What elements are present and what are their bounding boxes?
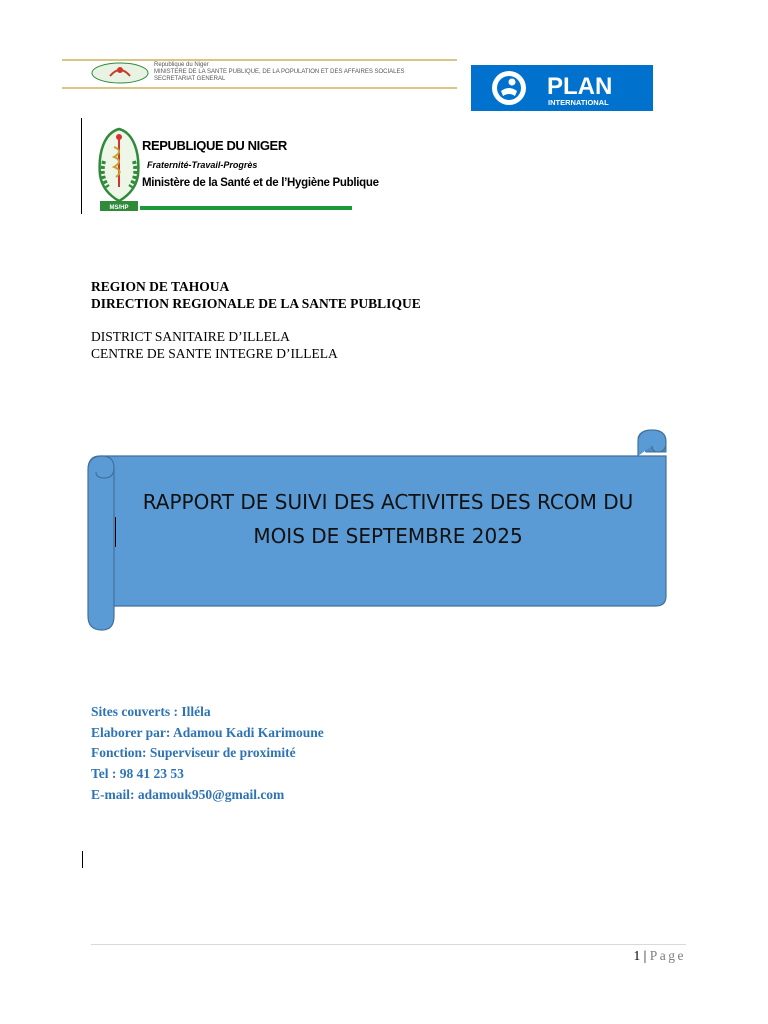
ministry-logo-title: REPUBLIQUE DU NIGER (142, 138, 287, 153)
strip-line: SECRETARIAT GENERAL (154, 76, 226, 82)
footer-separator: | (643, 948, 647, 963)
region-block (91, 278, 421, 312)
phone: Tel : 98 41 23 53 (91, 766, 184, 782)
plan-word: PLAN (547, 73, 613, 100)
plan-person-icon (492, 71, 526, 105)
footer-rule (91, 944, 686, 945)
contact-block (91, 702, 324, 806)
text-cursor (82, 851, 83, 868)
report-title (118, 485, 658, 553)
page-label: Page (649, 948, 686, 963)
email[interactable]: E-mail: adamouk950@gmail.com (91, 786, 285, 802)
ministry-logo-name: Ministère de la Santé et de l’Hygiène Publique (142, 177, 379, 189)
header-strip-text (154, 62, 454, 83)
sites-covered: Sites couverts : Illéla (91, 704, 211, 719)
plan-subword: INTERNATIONAL (548, 98, 609, 107)
region-name: REGION DE TAHOUA (91, 279, 230, 294)
author: Elaborer par: Adamou Kadi Karimoune (91, 724, 324, 740)
text-cursor (115, 517, 116, 547)
district-name: DISTRICT SANITAIRE D’ILLELA (91, 329, 290, 344)
direction-name: DIRECTION REGIONALE DE LA SANTE PUBLIQUE (91, 296, 421, 311)
ministry-emblem-icon (94, 123, 144, 213)
report-title-line: MOIS DE SEPTEMBRE 2025 (253, 524, 523, 548)
margin-line (81, 118, 82, 214)
strip-line: MINISTERE DE LA SANTE PUBLIQUE, DE LA POPULATION ET DES AFFAIRES SOCIALES (154, 69, 405, 75)
report-title-line: RAPPORT DE SUIVI DES ACTIVITES DES RCOM DU (142, 490, 634, 514)
page-number: 1 (633, 948, 641, 963)
ministry-logo-motto: Fraternité-Travail-Progrès (147, 160, 258, 170)
district-block (91, 328, 338, 362)
ministry-logo-underline (140, 206, 352, 210)
author-role: Fonction: Superviseur de proximité (91, 745, 296, 761)
page-footer (634, 948, 686, 964)
plan-international-logo (471, 63, 653, 113)
emblem-label: MS/HP (109, 205, 129, 211)
strip-line: Republique du Niger (154, 62, 209, 68)
center-name: CENTRE DE SANTE INTEGRE D’ILLELA (91, 346, 338, 361)
header-strip (62, 58, 457, 90)
